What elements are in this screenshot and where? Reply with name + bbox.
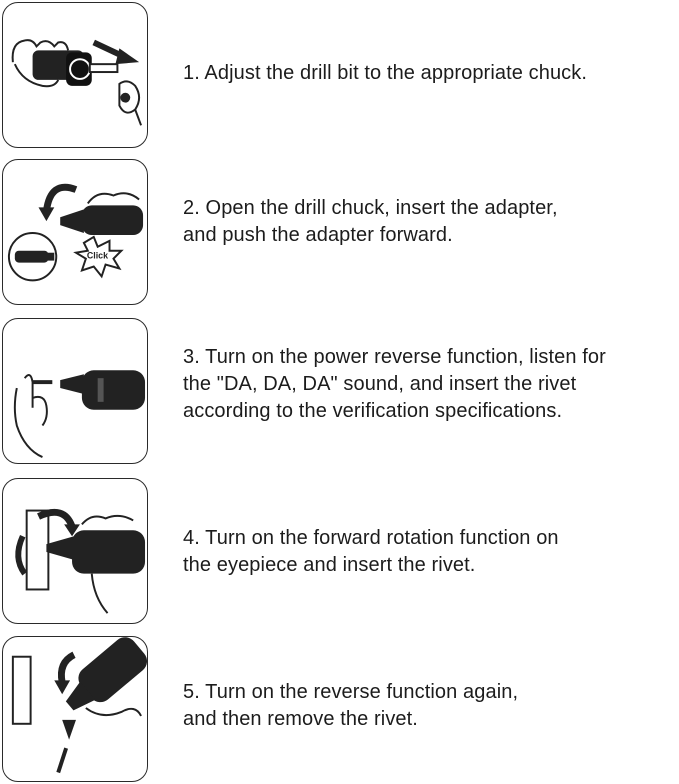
step-5-line-2: and then remove the rivet. [183,708,418,730]
step-1-line-1: 1. Adjust the drill bit to the appropriate chuck. [183,62,588,84]
step-4-line-1: 4. Turn on the forward rotation function on [183,527,559,549]
step-3-line-1: 3. Turn on the power reverse function, listen for [183,346,606,368]
step-4-text [183,525,677,579]
step-5-line-1: 5. Turn on the reverse function again, [183,681,519,703]
step-2-text [183,195,677,249]
step-3-line-2: the "DA, DA, DA" sound, and insert the rivet [183,373,577,395]
drill-forward-rotation-icon [2,478,148,624]
step-2-line-1: 2. Open the drill chuck, insert the adapter, [183,197,558,219]
step-3-text [183,344,677,425]
step-4-line-2: the eyepiece and insert the rivet. [183,554,476,576]
step-3-line-3: according to the verification specifications. [183,400,563,422]
step-2-line-2: and push the adapter forward. [183,224,453,246]
drill-remove-rivet-icon [2,636,148,782]
step-5-text [183,679,677,733]
click-badge-text: Click [86,250,109,261]
drill-adjust-bit-icon [2,2,148,148]
step-1-text [183,60,677,87]
drill-insert-adapter-icon [2,159,148,305]
drill-reverse-insert-rivet-icon [2,318,148,464]
